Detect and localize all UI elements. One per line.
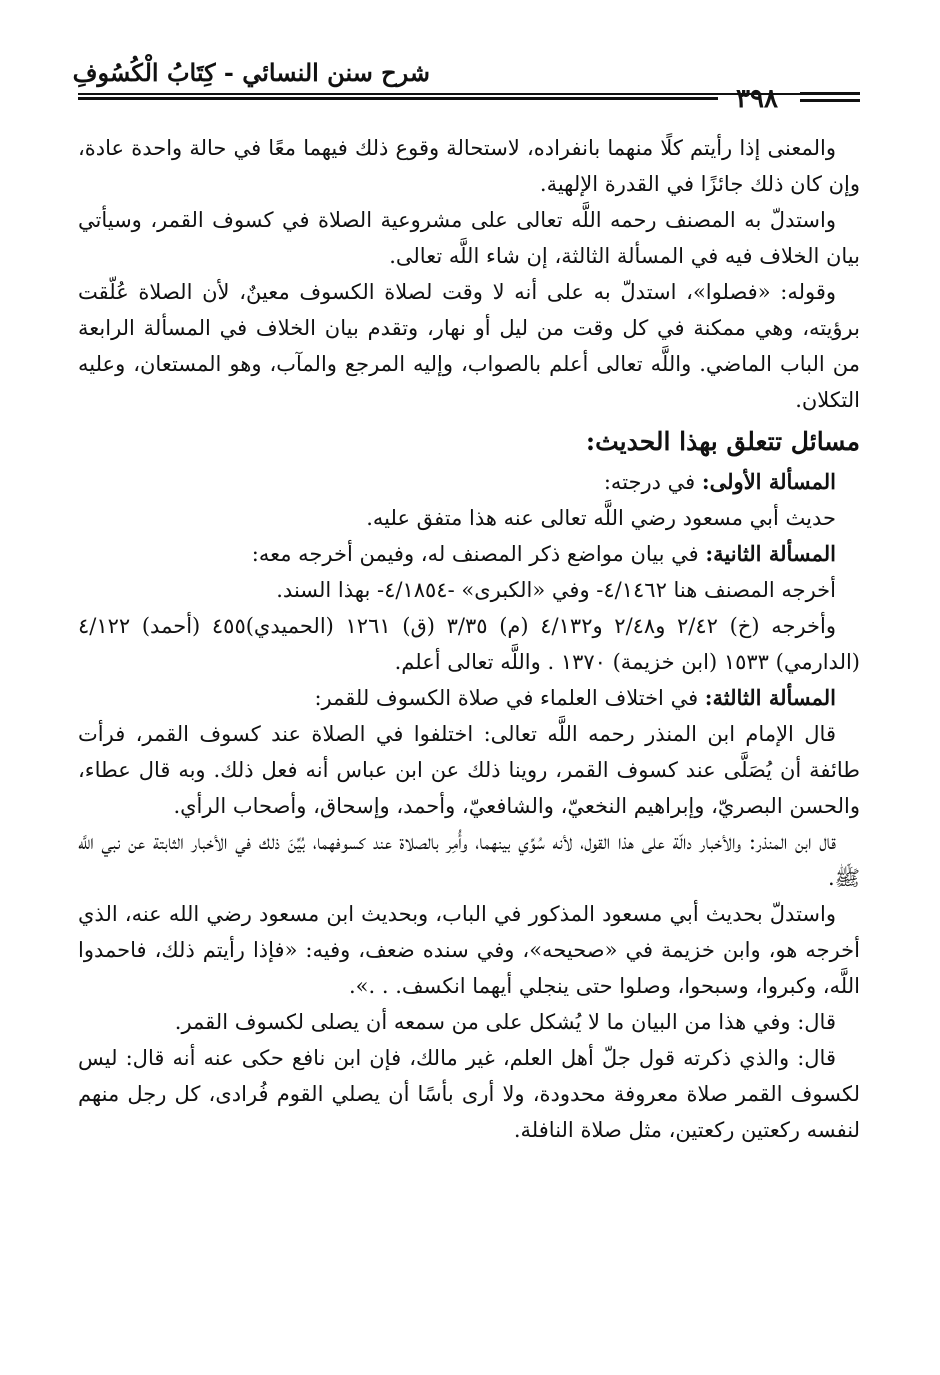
masala-1-body: حديث أبي مسعود رضي اللَّه تعالى عنه هذا متفق عليه. — [366, 506, 836, 530]
masala-2-title: في بيان مواضع ذكر المصنف له، وفيمن أخرجه معه: — [251, 542, 706, 566]
masala-3-heading — [78, 680, 860, 716]
paragraph-2: واستدلّ به المصنف رحمه اللَّه تعالى على مشروعية الصلاة في كسوف القمر، وسيأتي بيان الخلاف فيه في المسألة الثالثة، إن شاء اللَّه تعالى. — [78, 208, 860, 268]
masala-1-heading — [78, 464, 860, 500]
paragraph-1: والمعنى إذا رأيتم كلًا منهما بانفراده، لاستحالة وقوع ذلك فيهما معًا في حالة واحدة عادة، وإن كان ذلك جائزًا في القدرة الإلهية. — [78, 136, 860, 196]
section-heading: مسائل تتعلق بهذا الحديث: — [585, 427, 860, 456]
masala-1-label: المسألة الأولى: — [701, 469, 836, 494]
masala-3-paragraph-2: قال ابن المنذر: والأخبار دالّة على هذا القول، لأنه سُوِّي بينهما، وأُمِر بالصلاة عند كسوفهما، بُيِّنَ ذلك في الأخبار الثابتة عن نبي اللَّه ﷺ. — [78, 830, 860, 890]
masala-3-title: في اختلاف العلماء في صلاة الكسوف للقمر: — [314, 686, 705, 710]
masala-3-paragraph-3: واستدلّ بحديث أبي مسعود المذكور في الباب، وبحديث ابن مسعود رضي الله عنه، الذي أخرجه هو، وابن خزيمة في «صحيحه»، وفي سنده ضعف، وفيه: «فإذا رأيتم ذلك، فاحمدوا اللَّه، وكبروا، وسبحوا، وصلوا حتى ينجلي أيهما انكسف. . .». — [78, 902, 860, 998]
masala-2-label: المسألة الثانية: — [705, 541, 836, 566]
masala-2-heading — [78, 536, 860, 572]
masala-3-paragraph-5: قال: والذي ذكرته قول جلّ أهل العلم، غير مالك، فإن ابن نافع حكى عنه أنه قال: ليس لكسوف القمر صلاة معروفة محدودة، ولا أرى بأسًا أن يصلي القوم فُرادى، كل رجل منهم لنفسه ركعتين ركعتين، مثل صلاة النافلة. — [78, 1046, 860, 1142]
masala-3-paragraph-1: قال الإمام ابن المنذر رحمه اللَّه تعالى: اختلفوا في الصلاة عند كسوف القمر، فرأت طائفة أن يُصَلَّى عند كسوف القمر، روينا ذلك عن ابن عباس أنه فعل ذلك. وبه قال عطاء، والحسن البصريّ، وإبراهيم النخعيّ، والشافعيّ، وأحمد، وإسحاق، وأصحاب الرأي. — [78, 722, 860, 818]
running-header-title: شرح سنن النسائي - كِتَابُ الْكُسُوفِ — [72, 58, 430, 87]
paragraph-3: وقوله: «فصلوا»، استدلّ به على أنه لا وقت لصلاة الكسوف معينٌ، لأن الصلاة عُلّقت برؤيته، وهي ممكنة في كل وقت من ليل أو نهار، وتقدم بيان الخلاف في المسألة الرابعة من الباب الماضي. واللَّه تعالى أعلم بالصواب، وإليه المرجع والمآب، وهو المستعان، وعليه التكلان. — [78, 280, 860, 412]
page-body — [78, 130, 860, 1148]
masala-2-body-1: أخرجه المصنف هنا ٤/١٤٦٢- وفي «الكبرى» -٤/١٨٥٤- بهذا السند. — [276, 578, 836, 602]
page-number: ٣٩٨ — [736, 84, 778, 114]
masala-1-title: في درجته: — [603, 470, 702, 494]
page-number-bars — [800, 92, 860, 106]
masala-2-body-2: وأخرجه (خ) ٢/٤٢ و٢/٤٨ و٤/١٣٢ (م) ٣/٣٥ (ق) ١٢٦١ (الحميدي)٤٥٥ (أحمد) ٤/١٢٢ (الدارمي) ١٥٣٣ (ابن خزيمة) ١٣٧٠ . واللَّه تعالى أعلم. — [78, 614, 860, 674]
header-rule-thick — [78, 97, 718, 100]
masala-3-paragraph-4: قال: وفي هذا من البيان ما لا يُشكل على من سمعه أن يصلى لكسوف القمر. — [174, 1010, 836, 1034]
masala-3-label: المسألة الثالثة: — [704, 685, 836, 710]
